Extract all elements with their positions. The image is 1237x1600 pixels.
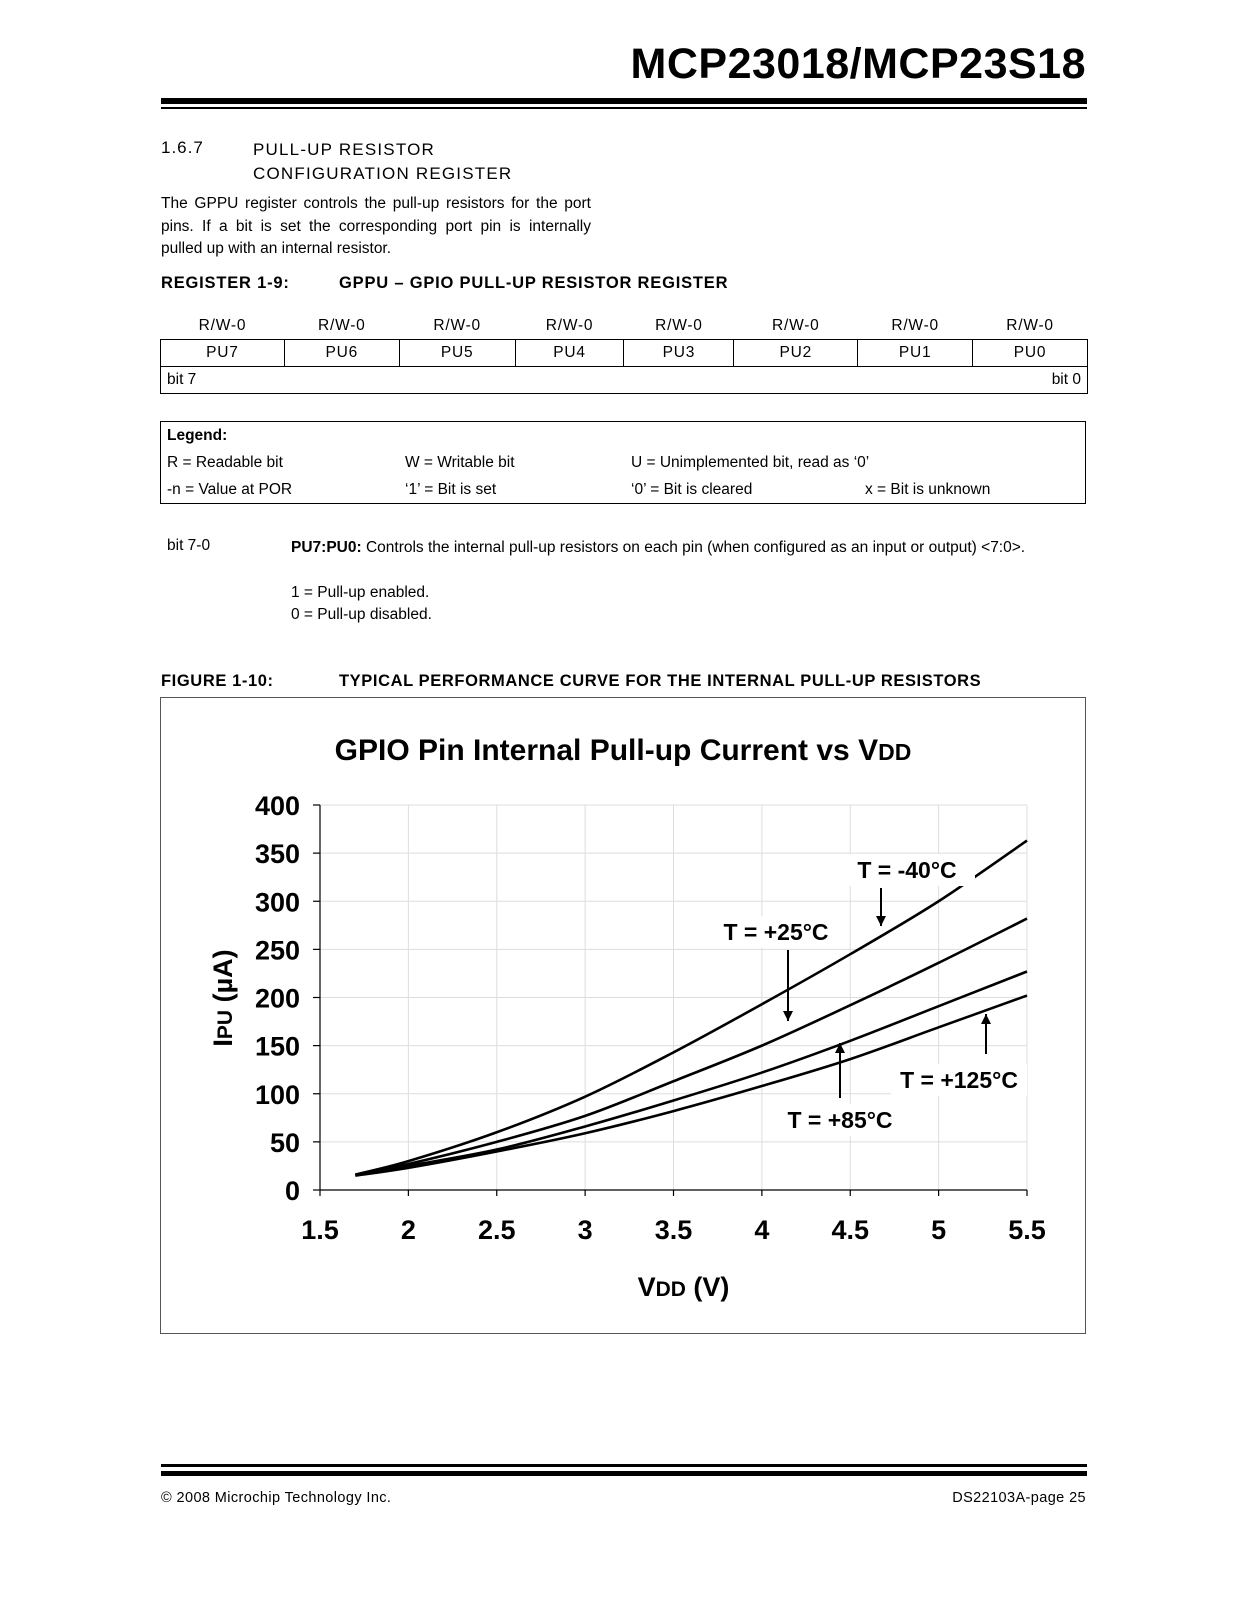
bit-cell: PU5 — [399, 340, 515, 367]
figure-box — [160, 697, 1086, 1334]
chart-title: GPIO Pin Internal Pull-up Current vs VDD — [334, 734, 912, 767]
legend-bit-cleared: ‘0’ = Bit is cleared — [631, 481, 753, 498]
annotation-plus125-arrow-head — [981, 1014, 991, 1024]
figure-label: FIGURE 1-10: — [161, 672, 274, 690]
access-cell: R/W-0 — [545, 316, 594, 334]
bit-cell: PU1 — [858, 340, 973, 367]
register-table — [160, 312, 1088, 394]
x-tick-label: 3.5 — [654, 1215, 693, 1245]
register-label: REGISTER 1-9: — [161, 274, 290, 292]
annotation-plus25-arrow-head — [783, 1011, 793, 1021]
access-cell: R/W-0 — [317, 316, 366, 334]
y-tick-label: 400 — [254, 791, 300, 821]
x-tick-label: 4 — [754, 1215, 770, 1245]
bit-cell: PU3 — [624, 340, 734, 367]
legend-bit-unknown: x = Bit is unknown — [865, 481, 991, 498]
annotation-plus85-label: T = +85°C — [787, 1107, 893, 1133]
y-tick-label: 150 — [254, 1031, 300, 1062]
bit-high-label: bit 7 — [167, 371, 197, 388]
header-rule-thick — [161, 98, 1087, 104]
x-tick-label: 3 — [577, 1215, 593, 1245]
bit-field-name: PU7:PU0: — [291, 539, 362, 556]
y-tick-label: 350 — [254, 839, 300, 870]
footer-copyright: © 2008 Microchip Technology Inc. — [161, 1490, 392, 1506]
bit-field-text: Controls the internal pull-up resistors on each pin (when configured as an input or output) <7:0>. — [365, 539, 1026, 556]
y-tick-label: 0 — [284, 1176, 300, 1206]
footer-rule-thick — [161, 1464, 1087, 1467]
x-tick-label: 5 — [931, 1215, 947, 1245]
annotation-minus40-label: T = -40°C — [857, 857, 957, 883]
pull-up-current-chart — [161, 698, 1085, 1333]
legend-writable: W = Writable bit — [405, 454, 515, 471]
y-tick-label: 250 — [254, 935, 300, 966]
register-title: GPPU – GPIO PULL-UP RESISTOR REGISTER — [339, 274, 729, 292]
access-row — [161, 312, 1088, 340]
section-number: 1.6.7 — [161, 138, 204, 157]
y-tick-label: 50 — [269, 1127, 300, 1158]
bit-number-row — [161, 367, 1088, 394]
series-line-t-40-c — [355, 841, 1027, 1175]
section-title-line1: PULL-UP RESISTOR — [253, 140, 436, 159]
legend-unimplemented: U = Unimplemented bit, read as ‘0’ — [631, 454, 870, 471]
y-axis-label: IPU (µA) — [208, 949, 238, 1047]
register-heading — [161, 274, 729, 293]
legend-title: Legend: — [167, 427, 228, 444]
legend-box — [160, 421, 1086, 504]
bit-cell: PU2 — [734, 340, 858, 367]
bit-option-enabled: 1 = Pull-up enabled. — [291, 584, 430, 601]
section-title-line2: CONFIGURATION REGISTER — [253, 164, 513, 183]
x-tick-label: 1.5 — [301, 1215, 339, 1245]
section-intro: The GPPU register controls the pull-up resistors for the port pins. If a bit is set the corresponding port pin is internally pulled up with an internal resistor. — [161, 195, 591, 257]
figure-heading — [161, 672, 982, 691]
bit-range: bit 7-0 — [167, 537, 211, 554]
footer-rule-thin — [161, 1471, 1087, 1476]
section-title — [253, 138, 512, 186]
annotation-minus40-arrow-head — [876, 916, 886, 926]
figure-title: TYPICAL PERFORMANCE CURVE FOR THE INTERNAL PULL-UP RESISTORS — [339, 672, 982, 690]
footer-page-number: DS22103A-page 25 — [952, 1490, 1086, 1506]
annotation-plus25-label: T = +25°C — [723, 919, 829, 945]
x-tick-label: 2.5 — [477, 1215, 516, 1245]
bit-cell: PU6 — [284, 340, 399, 367]
y-tick-label: 300 — [254, 887, 300, 918]
y-tick-label: 200 — [254, 983, 300, 1014]
bit-option-disabled: 0 = Pull-up disabled. — [291, 606, 432, 623]
bit-cell: PU4 — [515, 340, 624, 367]
access-cell: R/W-0 — [198, 316, 247, 334]
header-rule-thin — [161, 107, 1087, 109]
bit-cell: PU7 — [161, 340, 285, 367]
bit-name-row — [161, 340, 1088, 367]
bit-cell: PU0 — [973, 340, 1088, 367]
x-tick-label: 5.5 — [1008, 1215, 1046, 1245]
legend-readable: R = Readable bit — [167, 454, 283, 471]
access-cell: R/W-0 — [655, 316, 703, 334]
x-tick-label: 2 — [400, 1215, 416, 1245]
access-cell: R/W-0 — [433, 316, 481, 334]
y-tick-label: 100 — [254, 1079, 300, 1110]
access-cell: R/W-0 — [771, 316, 820, 334]
access-cell: R/W-0 — [1006, 316, 1054, 334]
bit-low-label: bit 0 — [1051, 371, 1081, 388]
x-axis-label: VDD (V) — [637, 1272, 730, 1302]
annotation-plus125-label: T = +125°C — [900, 1067, 1018, 1093]
document-title: MCP23018/MCP23S18 — [630, 40, 1086, 88]
series-line-t-25-c — [355, 919, 1027, 1175]
bit-description-text-block — [291, 537, 1083, 559]
legend-bit-set: ‘1’ = Bit is set — [405, 481, 497, 498]
access-cell: R/W-0 — [891, 316, 939, 334]
x-tick-label: 4.5 — [831, 1215, 870, 1245]
legend-por: -n = Value at POR — [167, 481, 293, 498]
